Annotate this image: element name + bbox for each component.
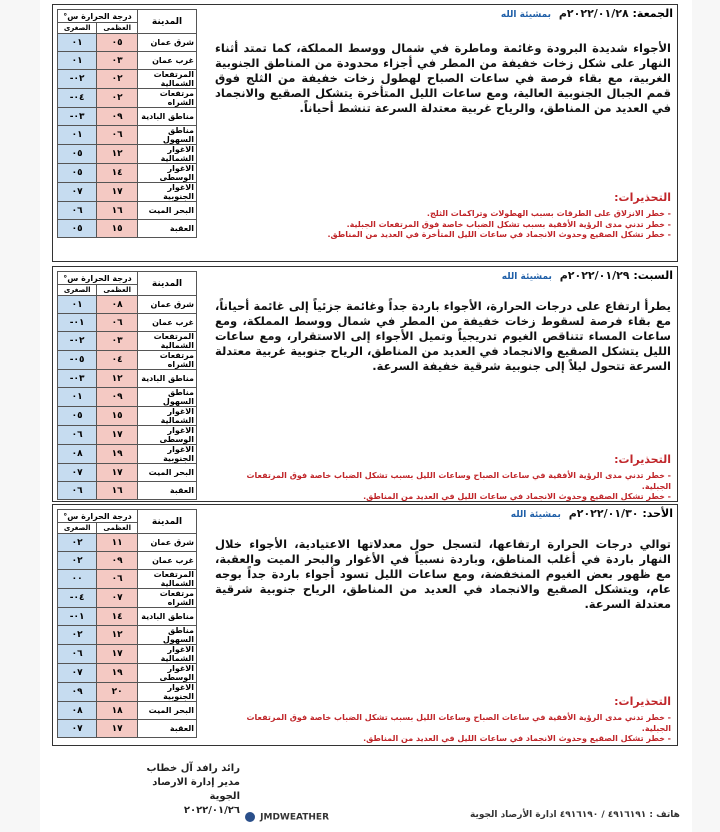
table-row	[58, 220, 197, 238]
max-temp-cell: ١١	[97, 534, 138, 552]
city-cell: الاغوار الجنوبية	[138, 183, 197, 202]
max-temp-cell: ١٧	[97, 183, 138, 202]
temp-header: درجة الحرارة س°	[58, 272, 138, 285]
max-temp-cell: ٠٩	[97, 552, 138, 570]
table-row	[58, 482, 197, 500]
min-temp-cell: ٠٦	[58, 645, 97, 664]
min-temp-cell: ٠١-	[58, 608, 97, 626]
city-header: المدينة	[138, 510, 197, 534]
warnings-list	[215, 209, 671, 241]
max-temp-cell: ١٥	[97, 220, 138, 238]
table-row	[58, 570, 197, 589]
min-header: الصغرى	[58, 23, 97, 34]
max-temp-cell: ٠٣	[97, 332, 138, 351]
table-row	[58, 534, 197, 552]
table-row	[58, 108, 197, 126]
table-row	[58, 164, 197, 183]
city-cell: المرتفعات الشمالية	[138, 570, 197, 589]
max-temp-cell: ١٩	[97, 445, 138, 464]
max-temp-cell: ١٢	[97, 626, 138, 645]
min-temp-cell: ٠٧	[58, 183, 97, 202]
table-row	[58, 445, 197, 464]
day-header	[511, 507, 673, 520]
warning-item: - خطر تشكل الصقيع وحدوث الانجماد في ساعات الليل في العديد من المناطق.	[363, 734, 671, 743]
warnings-title: التحذيرات:	[614, 695, 671, 708]
warning-item: - خطر تدني مدى الرؤية الأفقية في ساعات الصباح وساعات الليل بسبب تشكل الضباب خاصة فوق المرتفعات الجبلية.	[246, 471, 671, 491]
warning-item: - خطر تدني مدى الرؤية الأفقية في ساعات الصباح وساعات الليل بسبب تشكل الضباب خاصة فوق المرتفعات الجبلية.	[246, 713, 671, 733]
warning-item: - خطر تشكل الصقيع وحدوث الانجماد في ساعات الليل في العديد من المناطق.	[363, 492, 671, 501]
city-cell: مرتفعات الشراه	[138, 351, 197, 370]
warning-item: - خطر تشكل الصقيع وحدوث الانجماد في ساعات الليل المتأخرة في العديد من المناطق.	[327, 230, 671, 239]
city-cell: شرق عمان	[138, 296, 197, 314]
forecast-sheet	[40, 0, 692, 832]
max-temp-cell: ٠٣	[97, 52, 138, 70]
day-date: ٢٠٢٢/٠١/٢٩م	[559, 269, 630, 282]
table-row	[58, 183, 197, 202]
max-temp-cell: ١٦	[97, 202, 138, 220]
warnings-title: التحذيرات:	[614, 453, 671, 466]
table-row	[58, 702, 197, 720]
max-temp-cell: ٠٤	[97, 351, 138, 370]
min-temp-cell: ٠٧	[58, 664, 97, 683]
brand-logo-icon	[245, 812, 255, 822]
max-temp-cell: ٠٨	[97, 296, 138, 314]
max-temp-cell: ٠٦	[97, 126, 138, 145]
day-name: الأحد:	[642, 507, 673, 520]
table-row	[58, 407, 197, 426]
day-section-sunday	[52, 504, 678, 746]
table-row	[58, 426, 197, 445]
signed-date: ٢٠٢٢/٠١/٢٦	[183, 805, 240, 816]
table-row	[58, 552, 197, 570]
forecast-description: يطرأ ارتفاع على درجات الحرارة، الأجواء باردة جداً وغائمة جزئياً إلى غائمة أحياناً، مع بقاء فرصة لسقوط زخات خفيفة من المطر في شمال ووسط المملكة، ومع ساعات المساء تتناقص الغيوم تدريجياً وتميل الأجواء إلى الاستقرار، ومع ساعات الليل يتشكل الصقيع والانجماد في العديد من المناطق، الرياح جنوبية غربية معتدلة السرعة تتحول ليلاً إلى جنوبية شرقية خفيفة السرعة.	[215, 299, 671, 373]
min-temp-cell: ٠٧	[58, 464, 97, 482]
day-blessing: بمشيئة الله	[510, 510, 561, 520]
city-cell: شرق عمان	[138, 534, 197, 552]
city-cell: العقبة	[138, 720, 197, 738]
table-row	[58, 202, 197, 220]
warning-item: - خطر تدني مدى الرؤية الأفقية بسبب تشكل الضباب خاصة فوق المرتفعات الجبلية.	[346, 219, 671, 229]
city-header: المدينة	[138, 272, 197, 296]
max-header: العظمى	[97, 23, 138, 34]
temperature-table	[57, 271, 197, 500]
day-header	[502, 269, 673, 282]
brand-footer	[245, 812, 329, 823]
max-temp-cell: ٠٩	[97, 388, 138, 407]
min-temp-cell: ٠٥	[58, 220, 97, 238]
min-temp-cell: ٠٨	[58, 445, 97, 464]
table-body	[58, 296, 197, 500]
city-cell: مناطق السهول	[138, 388, 197, 407]
city-cell: البحر الميت	[138, 702, 197, 720]
city-cell: الاغوار الوسطى	[138, 664, 197, 683]
forecast-description: الأجواء شديدة البرودة وغائمة وماطرة في شمال ووسط المملكة، كما تمتد أثناء النهار على شكل زخات خفيفة من المطر في أجزاء محدودة من المناطق الجنوبية الغربية، مع بقاء فرصة في ساعات الصباح لهطول زخات خفيفة من الثلج فوق قمم الجبال الجنوبية العالية، ومع ساعات الليل المتأخرة يتشكل الصقيع والانجماد في العديد من المناطق، والرياح غربية معتدلة السرعة تنشط أحياناً.	[215, 41, 671, 115]
max-temp-cell: ١٨	[97, 702, 138, 720]
min-temp-cell: ٠٦	[58, 482, 97, 500]
table-row	[58, 314, 197, 332]
day-header	[501, 7, 673, 20]
max-temp-cell: ٠٢	[97, 89, 138, 108]
city-cell: العقبة	[138, 220, 197, 238]
max-temp-cell: ٠٧	[97, 589, 138, 608]
max-temp-cell: ١٩	[97, 664, 138, 683]
min-temp-cell: ٠٢-	[58, 70, 97, 89]
max-temp-cell: ٠٥	[97, 34, 138, 52]
max-temp-cell: ١٢	[97, 370, 138, 388]
min-temp-cell: ٠٥	[58, 164, 97, 183]
day-name: السبت:	[633, 269, 673, 282]
table-row	[58, 296, 197, 314]
city-cell: الاغوار الشمالية	[138, 645, 197, 664]
city-cell: مناطق البادية	[138, 108, 197, 126]
max-temp-cell: ١٧	[97, 720, 138, 738]
city-cell: العقبة	[138, 482, 197, 500]
city-cell: غرب عمان	[138, 552, 197, 570]
max-temp-cell: ١٢	[97, 145, 138, 164]
brand-label: JMDWEATHER	[260, 812, 330, 823]
table-row	[58, 608, 197, 626]
city-cell: المرتفعات الشمالية	[138, 332, 197, 351]
city-cell: مناطق البادية	[138, 608, 197, 626]
city-cell: الاغوار الجنوبية	[138, 683, 197, 702]
city-cell: غرب عمان	[138, 52, 197, 70]
table-row	[58, 145, 197, 164]
min-temp-cell: ٠٣-	[58, 108, 97, 126]
day-blessing: بمشيئة الله	[500, 10, 552, 20]
city-cell: الاغوار الوسطى	[138, 426, 197, 445]
table-row	[58, 626, 197, 645]
max-temp-cell: ١٤	[97, 164, 138, 183]
table-row	[58, 645, 197, 664]
max-temp-cell: ٠٢	[97, 70, 138, 89]
min-temp-cell: ٠٩	[58, 683, 97, 702]
min-temp-cell: ٠٤-	[58, 589, 97, 608]
day-blessing: بمشيئة الله	[501, 272, 552, 282]
warnings-list	[215, 713, 671, 745]
warnings-title: التحذيرات:	[614, 191, 671, 204]
table-row	[58, 34, 197, 52]
warning-item: - خطر الانزلاق على الطرقات بسبب الهطولات وتراكمات الثلج.	[426, 209, 671, 218]
min-temp-cell: ٠١	[58, 296, 97, 314]
max-header: العظمى	[97, 285, 138, 296]
max-temp-cell: ١٤	[97, 608, 138, 626]
city-cell: الاغوار الوسطى	[138, 164, 197, 183]
city-cell: مرتفعات الشراه	[138, 589, 197, 608]
table-row	[58, 589, 197, 608]
forecast-description: توالي درجات الحرارة ارتفاعها، لتسجل حول معدلاتها الاعتيادية، الأجواء خلال النهار باردة في أغلب المناطق، وباردة نسبياً في الأغوار والبحر الميت والعقبة، مع ظهور بعض الغيوم المنخفضة، ومع ساعات الليل تسود أجواء باردة جداً بوجه عام، ويتشكل الصقيع والانجماد في العديد من المناطق، الرياح جنوبية شرقية معتدلة السرعة.	[215, 537, 671, 611]
city-cell: المرتفعات الشمالية	[138, 70, 197, 89]
min-header: الصغرى	[58, 285, 97, 296]
min-temp-cell: ٠٢	[58, 552, 97, 570]
min-temp-cell: ٠٢	[58, 626, 97, 645]
day-name: الجمعة:	[632, 7, 673, 20]
table-row	[58, 351, 197, 370]
min-temp-cell: ٠٢-	[58, 332, 97, 351]
min-temp-cell: ٠١-	[58, 314, 97, 332]
max-temp-cell: ١٧	[97, 426, 138, 445]
city-cell: الاغوار الشمالية	[138, 145, 197, 164]
max-temp-cell: ١٧	[97, 645, 138, 664]
min-header: الصغرى	[58, 523, 97, 534]
warnings-list	[215, 471, 671, 503]
max-temp-cell: ٠٦	[97, 570, 138, 589]
max-temp-cell: ٢٠	[97, 683, 138, 702]
city-cell: مناطق السهول	[138, 626, 197, 645]
max-temp-cell: ١٥	[97, 407, 138, 426]
table-row	[58, 89, 197, 108]
table-body	[58, 534, 197, 738]
table-body	[58, 34, 197, 238]
day-date: ٢٠٢٢/٠١/٢٨م	[558, 7, 629, 20]
min-temp-cell: ٠٥-	[58, 351, 97, 370]
table-row	[58, 683, 197, 702]
signer-name: رائد رافد آل خطاب	[146, 763, 240, 774]
day-section-saturday	[52, 266, 678, 502]
table-row	[58, 70, 197, 89]
city-header: المدينة	[138, 10, 197, 34]
table-row	[58, 52, 197, 70]
signer-title: مدير إدارة الارصاد الجوية	[152, 777, 240, 802]
table-row	[58, 332, 197, 351]
city-cell: البحر الميت	[138, 464, 197, 482]
table-row	[58, 370, 197, 388]
table-row	[58, 388, 197, 407]
city-cell: غرب عمان	[138, 314, 197, 332]
city-cell: مرتفعات الشراه	[138, 89, 197, 108]
city-cell: مناطق البادية	[138, 370, 197, 388]
signature-block	[120, 762, 240, 818]
min-temp-cell: ٠٨	[58, 702, 97, 720]
temperature-table	[57, 509, 197, 738]
min-temp-cell: ٠٠	[58, 570, 97, 589]
min-temp-cell: ٠٣-	[58, 370, 97, 388]
min-temp-cell: ٠٦	[58, 426, 97, 445]
max-temp-cell: ٠٦	[97, 314, 138, 332]
min-temp-cell: ٠١	[58, 388, 97, 407]
max-header: العظمى	[97, 523, 138, 534]
table-row	[58, 126, 197, 145]
min-temp-cell: ٠١	[58, 52, 97, 70]
phone-footer: هاتف : ٤٩١٦١٩١ / ٤٩١٦١٩٠ ادارة الأرصاد الجوية	[470, 810, 680, 820]
table-row	[58, 464, 197, 482]
min-temp-cell: ٠٥	[58, 407, 97, 426]
city-cell: الاغوار الشمالية	[138, 407, 197, 426]
city-cell: مناطق السهول	[138, 126, 197, 145]
min-temp-cell: ٠١	[58, 34, 97, 52]
temperature-table	[57, 9, 197, 238]
day-date: ٢٠٢٢/٠١/٣٠م	[568, 507, 639, 520]
max-temp-cell: ١٧	[97, 464, 138, 482]
temp-header: درجة الحرارة س°	[58, 10, 138, 23]
max-temp-cell: ٠٩	[97, 108, 138, 126]
city-cell: الاغوار الجنوبية	[138, 445, 197, 464]
day-section-friday	[52, 4, 678, 262]
temp-header: درجة الحرارة س°	[58, 510, 138, 523]
min-temp-cell: ٠٢	[58, 534, 97, 552]
max-temp-cell: ١٦	[97, 482, 138, 500]
min-temp-cell: ٠١	[58, 126, 97, 145]
table-row	[58, 720, 197, 738]
min-temp-cell: ٠٤-	[58, 89, 97, 108]
min-temp-cell: ٠٧	[58, 720, 97, 738]
city-cell: البحر الميت	[138, 202, 197, 220]
min-temp-cell: ٠٥	[58, 145, 97, 164]
table-row	[58, 664, 197, 683]
min-temp-cell: ٠٦	[58, 202, 97, 220]
city-cell: شرق عمان	[138, 34, 197, 52]
